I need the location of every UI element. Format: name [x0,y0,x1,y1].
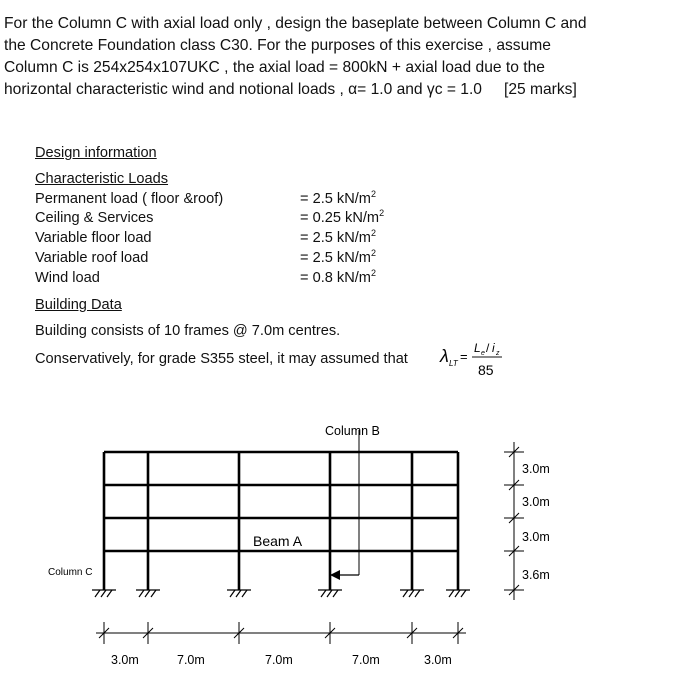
characteristic-loads-heading: Characteristic Loads [35,171,169,187]
load-name-wind: Wind load [35,270,100,286]
column-b-label: Column B [325,424,380,438]
storey-height-3: 3.0m [522,495,550,509]
bay-width-1: 3.0m [111,653,139,667]
load-name-variable-roof: Variable roof load [35,250,149,266]
horizontal-dimension-line [96,622,466,644]
storey-height-1: 3.6m [522,568,550,582]
load-value-variable-roof: = 2.5 $kN/m^2$ [300,248,376,266]
question-line-1: For the Column C with axial load only , design the baseplate between Column C and [4,15,587,32]
question-line-3: Column C is 254x254x107UKC , the axial load = 800kN + axial load due to the [4,59,545,76]
load-value-variable-floor: = 2.5 $kN/m^2$ [300,228,376,246]
building-data-heading: Building Data [35,297,122,313]
storey-height-2: 3.0m [522,530,550,544]
frame-members [104,452,458,590]
column-c-pointer-arrow-icon [330,570,340,580]
formula-le: L [474,341,481,355]
bay-width-3: 7.0m [265,653,293,667]
load-name-ceiling: Ceiling & Services [35,210,154,226]
formula-le-sub: e [481,350,485,357]
load-value-permanent: = 2.5 $kN/m^2$ [300,189,376,207]
bay-width-5: 3.0m [424,653,452,667]
storey-height-4: 3.0m [522,462,550,476]
fixed-supports [92,590,470,597]
bay-width-2: 7.0m [177,653,205,667]
slenderness-text: Conservatively, for grade S355 steel, it may assumed that [35,351,408,367]
lambda-subscript: LT [449,359,458,368]
load-name-variable-floor: Variable floor load [35,230,152,246]
vertical-dimension-line [504,442,524,600]
question-line-4-text: horizontal characteristic wind and notional loads , α= 1.0 and γc = 1.0 [4,81,482,98]
lambda-symbol: λ [440,346,449,366]
column-c-label: Column C [48,567,93,578]
beam-a-label: Beam A [253,533,303,549]
frames-text: Building consists of 10 frames @ 7.0m centres. [35,323,341,339]
marks-label: [25 marks] [503,81,577,98]
load-name-permanent: Permanent load ( floor &roof) [35,191,224,207]
design-info-heading: Design information [35,145,157,161]
lambda-equals: = [460,349,468,364]
formula-slash: / [486,341,490,355]
formula-iz: i [492,341,495,355]
formula-iz-sub: z [496,350,500,357]
question-line-2: the Concrete Foundation class C30. For the purposes of this exercise , assume [4,37,551,54]
load-value-ceiling: = 0.25 $kN/m^2$ [300,208,385,226]
bay-width-4: 7.0m [352,653,380,667]
load-value-wind: = 0.8 $kN/m^2$ [300,268,376,286]
formula-denominator: 85 [478,362,494,378]
